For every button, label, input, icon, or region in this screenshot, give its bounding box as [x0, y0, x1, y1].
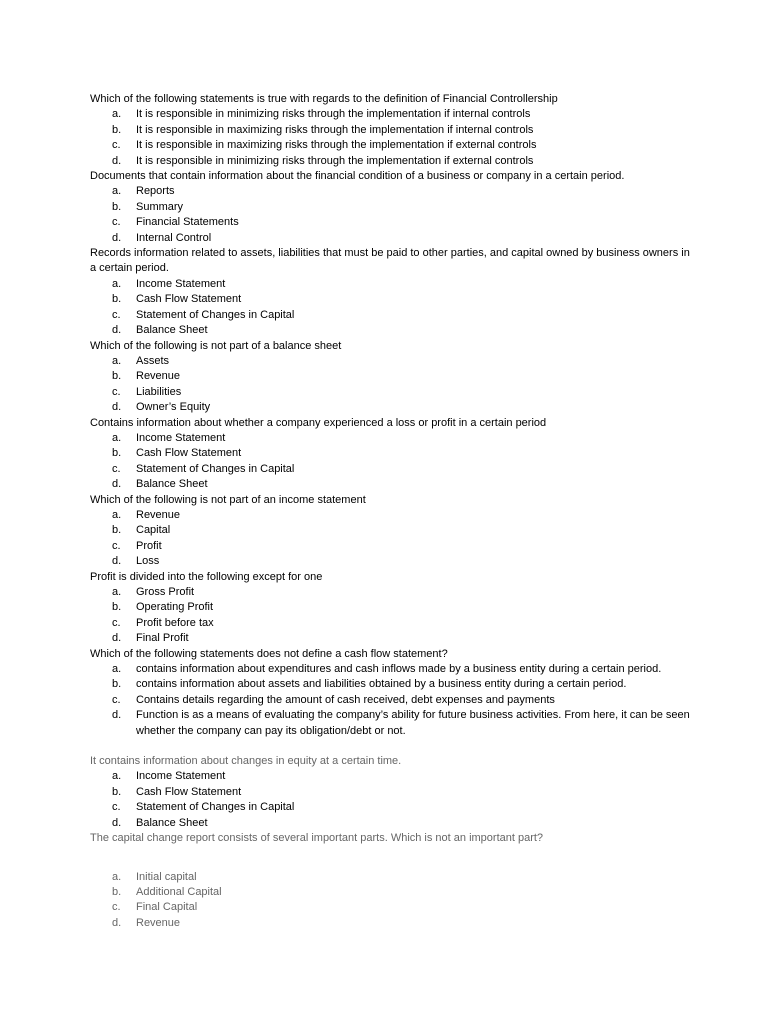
option-text: Contains details regarding the amount of cash received, debt expenses and payments — [136, 693, 555, 706]
option-text: Balance Sheet — [136, 478, 208, 491]
option-b — [90, 677, 690, 692]
option-letter: b. — [112, 885, 122, 898]
option-c — [90, 308, 690, 323]
option-letter: a. — [112, 431, 122, 444]
option-text: Additional Capital — [136, 885, 222, 898]
question-block-5 — [90, 416, 690, 493]
option-text: Cash Flow Statement — [136, 785, 242, 798]
question-text: Documents that contain information about the financial condition of a business or company in a certain period. — [90, 170, 625, 183]
option-letter: d. — [112, 916, 122, 929]
option-text: Internal Control — [136, 231, 212, 244]
option-d — [90, 400, 690, 415]
option-text: Cash Flow Statement — [136, 447, 242, 460]
option-letter: d. — [112, 632, 122, 645]
option-list — [90, 870, 690, 932]
question-block-6 — [90, 493, 690, 570]
question-text: Which of the following statements does not define a cash flow statement? — [90, 647, 448, 660]
option-letter: b. — [112, 370, 122, 383]
option-d — [90, 323, 690, 338]
option-c — [90, 215, 690, 230]
question-block-4 — [90, 339, 690, 416]
option-c — [90, 539, 690, 554]
option-d — [90, 916, 690, 931]
option-b — [90, 292, 690, 307]
option-letter: c. — [112, 801, 121, 814]
option-a — [90, 107, 690, 122]
option-text: Revenue — [136, 916, 181, 929]
option-list — [90, 769, 690, 831]
option-list — [90, 662, 690, 739]
option-text: contains information about expenditures and cash inflows made by a business entity during a certain period. — [136, 663, 662, 676]
option-letter: b. — [112, 678, 122, 691]
question-block-2 — [90, 169, 690, 246]
option-list — [90, 508, 690, 570]
option-letter: c. — [112, 901, 121, 914]
option-text: It is responsible in minimizing risks through the implementation if external controls — [136, 154, 534, 167]
question-text: It contains information about changes in equity at a certain time. — [90, 755, 402, 768]
option-letter: a. — [112, 586, 122, 598]
option-text: It is responsible in maximizing risks through the implementation if internal controls — [136, 123, 534, 136]
option-a — [90, 277, 690, 292]
option-text: Income Statement — [136, 431, 226, 444]
option-text: Revenue — [136, 370, 181, 383]
option-text: Income Statement — [136, 277, 226, 290]
option-b — [90, 523, 690, 538]
option-b — [90, 123, 690, 138]
option-a — [90, 508, 690, 523]
option-b — [90, 369, 690, 384]
question-text: Records information related to assets, liabilities that must be paid to other parties, and capital owned by business owners in a certain period. — [90, 247, 690, 275]
option-c — [90, 616, 690, 631]
question-block-3 — [90, 246, 690, 338]
option-letter: d. — [112, 324, 122, 337]
question-text: Which of the following is not part of an income statement — [90, 493, 366, 506]
question-text: Which of the following statements is true with regards to the definition of Financial Controllership — [90, 93, 558, 105]
option-text: Function is as a means of evaluating the company’s ability for future business activities. From here, it can be seen whether the company can pay its obligation/debt or not. — [136, 709, 690, 737]
option-text: Assets — [136, 354, 170, 367]
option-letter: c. — [112, 139, 121, 152]
option-text: Operating Profit — [136, 601, 214, 614]
option-text: Capital — [136, 524, 171, 537]
option-text: Reports — [136, 185, 175, 198]
option-a — [90, 354, 690, 369]
option-text: Loss — [136, 555, 160, 568]
option-letter: a. — [112, 870, 122, 883]
option-letter: a. — [112, 354, 122, 367]
option-d — [90, 477, 690, 492]
option-b — [90, 200, 690, 215]
option-d — [90, 554, 690, 569]
option-text: Revenue — [136, 508, 181, 521]
option-text: Initial capital — [136, 870, 197, 883]
option-text: Final Capital — [136, 901, 198, 914]
option-c — [90, 462, 690, 477]
option-text: Profit before tax — [136, 616, 214, 629]
question-block-7 — [90, 570, 690, 647]
question-text: Contains information about whether a company experienced a loss or profit in a certain period — [90, 416, 547, 429]
question-block-8 — [90, 647, 690, 739]
option-letter: a. — [112, 108, 122, 121]
question-block-10 — [90, 831, 690, 931]
option-text: contains information about assets and liabilities obtained by a business entity during a certain period. — [136, 678, 627, 691]
option-list — [90, 354, 690, 416]
option-letter: a. — [112, 770, 122, 783]
option-a — [90, 431, 690, 446]
option-letter: b. — [112, 601, 122, 614]
option-d — [90, 154, 690, 169]
option-text: Profit — [136, 539, 162, 552]
option-list — [90, 107, 690, 169]
option-a — [90, 870, 690, 885]
option-text: Owner’s Equity — [136, 401, 211, 414]
option-text: Statement of Changes in Capital — [136, 801, 295, 814]
option-d — [90, 231, 690, 246]
question-text: Which of the following is not part of a balance sheet — [90, 339, 342, 352]
option-text: Statement of Changes in Capital — [136, 308, 295, 321]
option-text: It is responsible in maximizing risks through the implementation if external controls — [136, 139, 537, 152]
option-letter: a. — [112, 508, 122, 521]
option-b — [90, 785, 690, 800]
option-d — [90, 708, 690, 739]
option-letter: c. — [112, 539, 121, 552]
document-page — [90, 92, 690, 931]
option-letter: d. — [112, 478, 122, 491]
option-text: Liabilities — [136, 385, 182, 398]
option-letter: b. — [112, 785, 122, 798]
option-text: Cash Flow Statement — [136, 293, 242, 306]
option-b — [90, 446, 690, 461]
question-block-9 — [90, 754, 690, 831]
question-block-1 — [90, 92, 690, 169]
option-d — [90, 631, 690, 646]
option-letter: d. — [112, 401, 122, 414]
option-text: Financial Statements — [136, 216, 239, 229]
option-letter: d. — [112, 231, 122, 244]
option-letter: b. — [112, 447, 122, 460]
option-list — [90, 277, 690, 339]
question-text: Profit is divided into the following except for one — [90, 570, 323, 583]
question-text: The capital change report consists of several important parts. Which is not an important part? — [90, 832, 544, 845]
option-text: Statement of Changes in Capital — [136, 462, 295, 475]
option-letter: d. — [112, 154, 122, 167]
option-text: Final Profit — [136, 632, 189, 645]
option-c — [90, 800, 690, 815]
option-c — [90, 900, 690, 915]
option-letter: b. — [112, 293, 122, 306]
option-list — [90, 431, 690, 493]
option-text: Balance Sheet — [136, 816, 208, 829]
option-b — [90, 600, 690, 615]
option-letter: a. — [112, 277, 122, 290]
option-letter: b. — [112, 123, 122, 136]
option-a — [90, 662, 690, 677]
option-b — [90, 885, 690, 900]
option-text: Balance Sheet — [136, 324, 208, 337]
option-a — [90, 769, 690, 784]
option-letter: d. — [112, 555, 122, 568]
option-letter: b. — [112, 524, 122, 537]
option-list — [90, 184, 690, 246]
option-text: Summary — [136, 200, 184, 213]
option-a — [90, 184, 690, 199]
option-letter: a. — [112, 663, 122, 676]
option-d — [90, 816, 690, 831]
option-letter: d. — [112, 816, 122, 829]
option-text: Income Statement — [136, 770, 226, 783]
option-letter: d. — [112, 709, 122, 722]
option-letter: c. — [112, 462, 121, 475]
option-letter: c. — [112, 216, 121, 229]
option-c — [90, 385, 690, 400]
option-c — [90, 138, 690, 153]
option-c — [90, 693, 690, 708]
option-letter: c. — [112, 308, 121, 321]
option-letter: c. — [112, 616, 121, 629]
option-letter: c. — [112, 693, 121, 706]
option-letter: c. — [112, 385, 121, 398]
option-text: Gross Profit — [136, 586, 195, 598]
option-list — [90, 585, 690, 647]
option-a — [90, 585, 690, 600]
option-letter: b. — [112, 200, 122, 213]
option-text: It is responsible in minimizing risks through the implementation if internal controls — [136, 108, 531, 121]
option-letter: a. — [112, 185, 122, 198]
